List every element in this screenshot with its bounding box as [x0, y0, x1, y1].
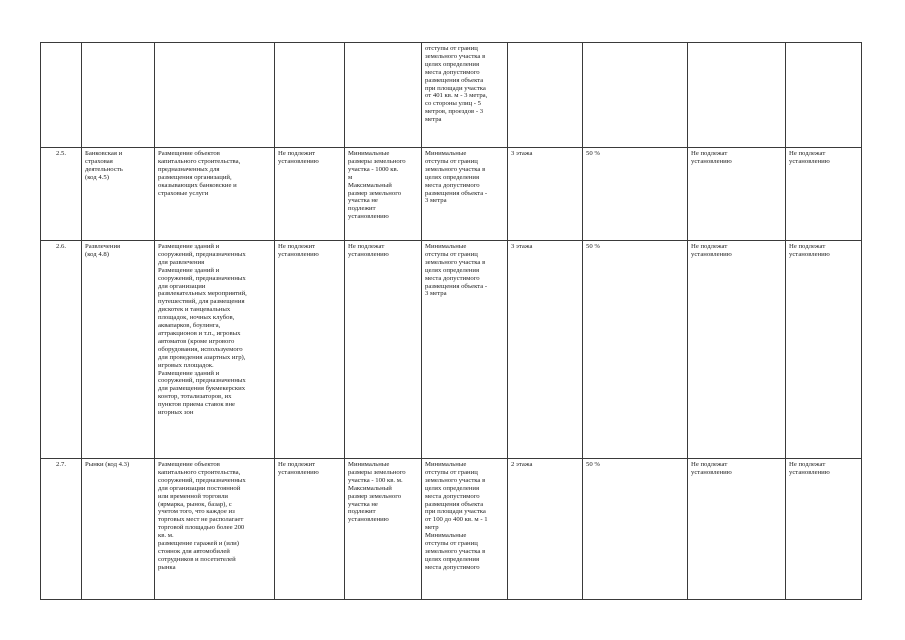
cell-coverage: [583, 43, 688, 148]
cell-col10: Не подлежат установлению: [786, 148, 862, 241]
cell-col9: Не подлежат установлению: [688, 241, 786, 459]
row-number: 2.6.: [41, 241, 82, 459]
use-type-name: Рынки (код 4.3): [82, 459, 155, 600]
row-number: 2.5.: [41, 148, 82, 241]
cell-floors: 3 этажа: [508, 148, 583, 241]
cell-floors: 3 этажа: [508, 241, 583, 459]
cell-floors: [508, 43, 583, 148]
table-row: [41, 241, 862, 459]
cell-plot-size: Минимальные размеры земельного участка - 1000 кв. м Максимальный размер земельного участка не подлежит установлению: [345, 148, 422, 241]
cell-setbacks: Минимальные отступы от границ земельного участка в целях определения места допустимого размещения объекта - 3 метра: [422, 148, 508, 241]
use-type-name: Развлечения (код 4.8): [82, 241, 155, 459]
cell-col4: Не подлежит установлению: [275, 148, 345, 241]
cell-col9: Не подлежат установлению: [688, 459, 786, 600]
row-number: [41, 43, 82, 148]
use-type-description: [155, 43, 275, 148]
regulations-table: [40, 42, 862, 600]
cell-floors: 2 этажа: [508, 459, 583, 600]
cell-col9: [688, 43, 786, 148]
cell-col10: [786, 43, 862, 148]
use-type-description: Размещение объектов капитального строительства, сооружений, предназначенных для организации постоянной или временной торговли (ярмарка, рынок, базар), с учетом того, что каждое из торговых мест не располагает торговой площадью более 200 кв. м. размещение гаражей и (или) стоянок для автомобилей сотрудников и посетителей рынка: [155, 459, 275, 600]
cell-col4: [275, 43, 345, 148]
cell-plot-size: Не подлежат установлению: [345, 241, 422, 459]
cell-coverage: 50 %: [583, 148, 688, 241]
use-type-name: Банковская и страховая деятельность (код 4.5): [82, 148, 155, 241]
cell-setbacks: Минимальные отступы от границ земельного участка в целях определения места допустимого размещения объекта - 3 метра: [422, 241, 508, 459]
cell-plot-size: [345, 43, 422, 148]
cell-col10: Не подлежат установлению: [786, 241, 862, 459]
table-row: [41, 148, 862, 241]
row-number: 2.7.: [41, 459, 82, 600]
cell-col9: Не подлежат установлению: [688, 148, 786, 241]
use-type-name: [82, 43, 155, 148]
cell-setbacks: отступы от границ земельного участка в целях определения места допустимого размещения объекта при площади участка от 401 кв. м - 3 метра, со стороны улиц - 5 метров, проездов - 3 метра: [422, 43, 508, 148]
table-row: [41, 43, 862, 148]
cell-col4: Не подлежит установлению: [275, 459, 345, 600]
cell-setbacks: Минимальные отступы от границ земельного участка в целях определения места допустимого размещения объекта при площади участка от 100 до 400 кв. м - 1 метр Минимальные отступы от границ земельного участка в целях определения места допустимого: [422, 459, 508, 600]
use-type-description: Размещение зданий и сооружений, предназначенных для развлечения Размещение зданий и сооружений, предназначенных для организации развлекательных мероприятий, путешествий, для размещения дискотек и танцевальных площадок, ночных клубов, аквапарков, боулинга, аттракционов и т.п., игровых автоматов (кроме игрового оборудования, используемого для проведения азартных игр), игровых площадок. Размещение зданий и сооружений, предназначенных для размещения букмекерских контор, тотализаторов, их пунктов приема ставок вне игорных зон: [155, 241, 275, 459]
cell-col10: Не подлежат установлению: [786, 459, 862, 600]
use-type-description: Размещение объектов капитального строительства, предназначенных для размещения организаций, оказывающих банковские и страховые услуги: [155, 148, 275, 241]
cell-plot-size: Минимальные размеры земельного участка - 100 кв. м. Максимальный размер земельного участка не подлежит установлению: [345, 459, 422, 600]
cell-coverage: 50 %: [583, 241, 688, 459]
cell-col4: Не подлежит установлению: [275, 241, 345, 459]
table-row: [41, 459, 862, 600]
cell-coverage: 50 %: [583, 459, 688, 600]
